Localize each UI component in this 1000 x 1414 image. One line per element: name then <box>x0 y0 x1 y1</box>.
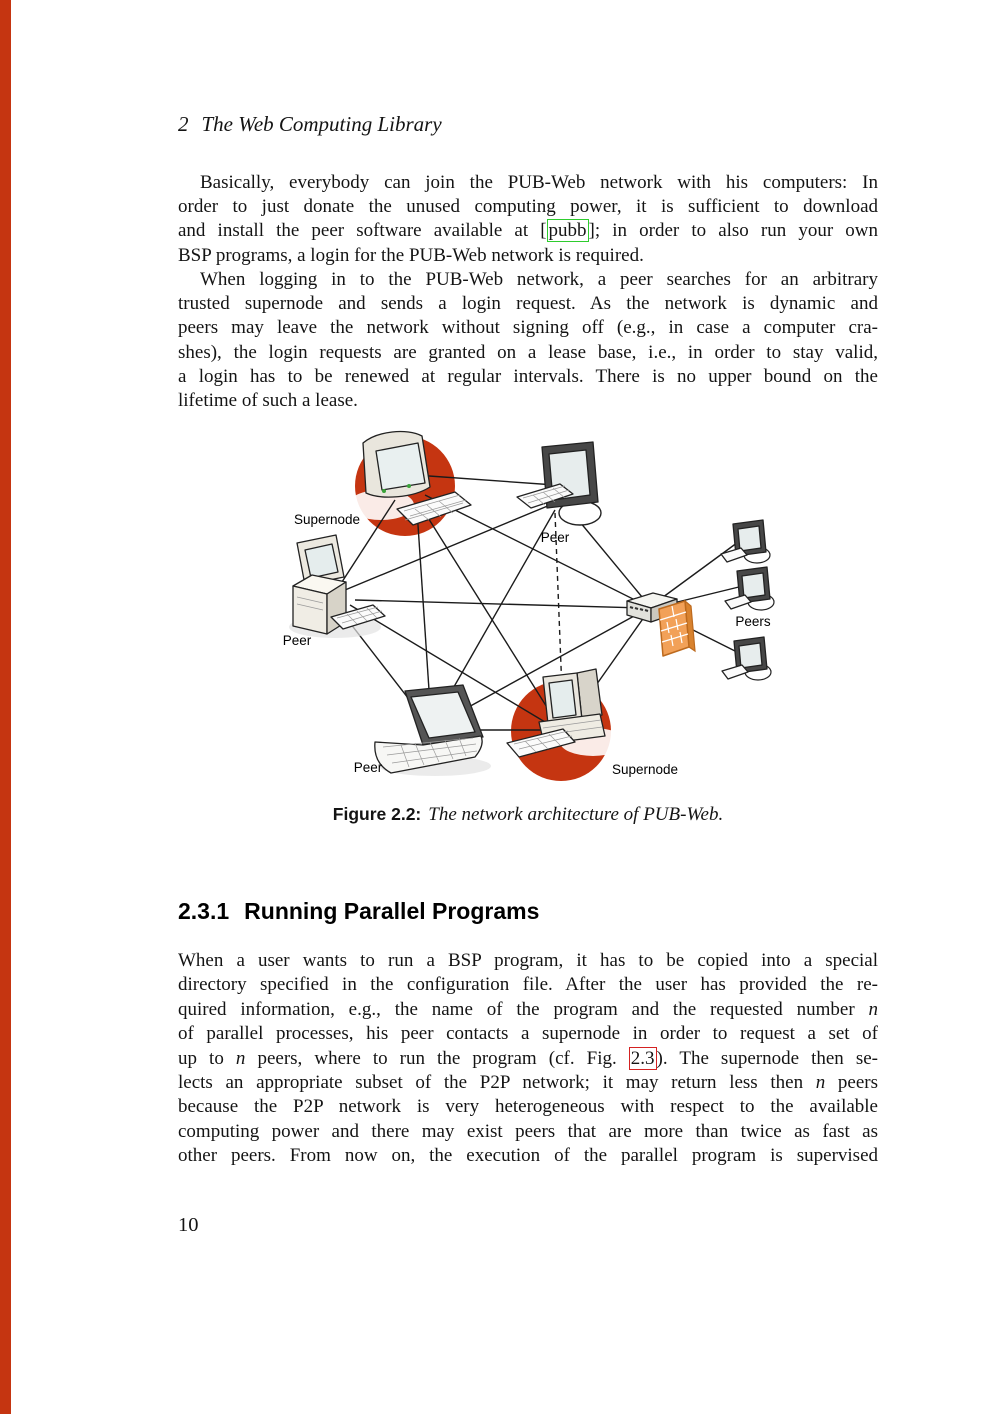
firewall-icon <box>659 601 695 656</box>
text-line <box>178 998 878 1022</box>
section-title: Running Parallel Programs <box>244 898 540 924</box>
chapter-number: 2 <box>178 112 189 136</box>
text-line <box>178 1022 878 1046</box>
small-peer-1-icon <box>721 520 770 563</box>
text-segment: n <box>868 998 878 1020</box>
section-number: 2.3.1 <box>178 898 230 924</box>
text-segment: ). The supernode then se- <box>656 1047 879 1069</box>
text-line <box>178 365 878 389</box>
text-line <box>178 1071 878 1095</box>
label-peer-top: Peer <box>540 530 570 545</box>
figure-reference-link[interactable]: 2.3 <box>630 1047 655 1069</box>
citation-link-pubb[interactable]: pubb <box>548 220 587 242</box>
label-peer-bottom: Peer <box>353 760 383 775</box>
text-segment: and install the peer software available at [ <box>178 220 547 242</box>
text-segment: n <box>815 1071 826 1093</box>
text-segment: shes), the login requests are granted on a lease base, i.e., in order to stay valid, <box>178 341 878 363</box>
text-line <box>178 1095 878 1119</box>
peer-bottom-laptop-icon <box>375 685 491 776</box>
text-line <box>178 316 878 340</box>
text-segment: n <box>235 1047 246 1069</box>
text-segment: a login has to be renewed at regular intervals. There is no upper bound on the <box>178 365 878 387</box>
peer-left-computer-icon <box>289 535 385 638</box>
text-line <box>178 1144 878 1168</box>
text-segment: quired information, e.g., the name of the program and the requested number <box>178 998 869 1020</box>
text-line <box>178 268 878 292</box>
text-segment: other peers. From now on, the execution of the parallel program is supervised <box>178 1145 878 1167</box>
label-peers-right: Peers <box>735 614 771 629</box>
text-line <box>178 244 878 268</box>
paragraph-join-network <box>178 171 878 268</box>
figure-caption-text: The network architecture of PUB-Web. <box>428 804 724 825</box>
label-supernode-top: Supernode <box>293 512 360 527</box>
text-line <box>178 292 878 316</box>
text-segment: BSP programs, a login for the PUB-Web network is required. <box>178 244 644 266</box>
text-segment: computing power and there may exist peers that are more than twice as fast as <box>178 1120 878 1142</box>
text-segment: peers may leave the network without signing off (e.g., in case a computer cra- <box>178 317 878 339</box>
paragraph-login-lease <box>178 268 878 413</box>
network-diagram <box>255 425 800 797</box>
text-segment: trusted supernode and sends a login request. As the network is dynamic and <box>178 293 878 315</box>
text-segment: lifetime of such a lease. <box>178 389 358 411</box>
text-segment: peers, where to run the program (cf. Fig. <box>245 1047 629 1069</box>
text-line <box>178 949 878 973</box>
small-peer-3-icon <box>722 637 771 680</box>
page-edge-accent-bar <box>0 0 11 1414</box>
text-line <box>178 195 878 219</box>
text-segment: peers <box>825 1071 879 1093</box>
text-segment: ]; in order to also run your own <box>588 220 878 242</box>
text-segment: because the P2P network is very heterogeneous with respect to the available <box>178 1096 878 1118</box>
text-segment: directory specified in the configuration file. After the user has provided the re- <box>178 974 878 996</box>
text-line <box>178 973 878 997</box>
label-supernode-bottom: Supernode <box>612 762 679 777</box>
text-line <box>178 389 878 413</box>
paragraph-running-programs <box>178 949 878 1169</box>
chapter-title: The Web Computing Library <box>201 112 442 136</box>
text-line <box>178 1120 878 1144</box>
page-number: 10 <box>178 1214 199 1236</box>
text-line <box>178 1047 878 1071</box>
chapter-running-header <box>178 112 878 137</box>
label-peer-left: Peer <box>282 633 312 648</box>
text-segment: lects an appropriate subset of the P2P network; it may return less then <box>178 1071 816 1093</box>
text-segment: up to <box>178 1047 236 1069</box>
peers-right-icons <box>721 520 774 680</box>
section-heading <box>178 898 878 925</box>
text-line <box>178 171 878 195</box>
text-line <box>178 341 878 365</box>
text-line <box>178 219 878 243</box>
figure-caption <box>178 804 878 826</box>
text-segment: When logging in to the PUB-Web network, a peer searches for an arbitrary <box>200 269 878 290</box>
figure-caption-label: Figure 2.2: <box>332 804 422 824</box>
text-segment: Basically, everybody can join the PUB-Web network with his computers: In <box>200 172 878 193</box>
figure-network-architecture <box>255 425 800 797</box>
text-segment: order to just donate the unused computing power, it is sufficient to download <box>178 196 878 218</box>
text-segment: When a user wants to run a BSP program, it has to be copied into a special <box>178 950 878 971</box>
text-segment: of parallel processes, his peer contacts a supernode in order to request a set of <box>178 1023 878 1045</box>
